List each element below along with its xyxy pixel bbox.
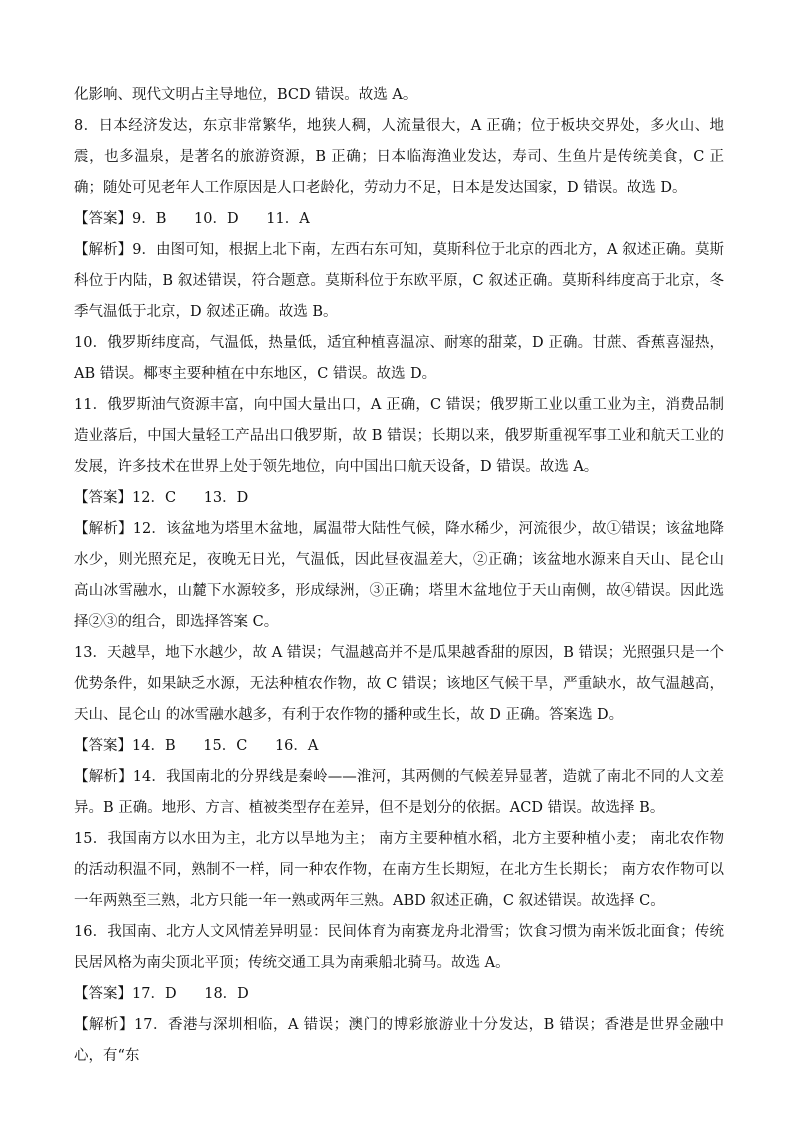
- explanation-q17: 【解析】17．香港与深圳相临，A 错误；澳门的博彩旅游业十分发达，B 错误；香港是世界金融中心，有“东: [74, 1017, 724, 1064]
- answer-explanation-body: [74, 80, 724, 1072]
- explanation-q14: 【解析】14．我国南北的分界线是秦岭——淮河，其两侧的气候差异显著，造就了南北不同的人文差异。B 正确。地形、方言、植被类型存在差异，但不是划分的依据。ACD 错误。故选择 B。: [74, 769, 724, 816]
- answer-key-17-18: 【答案】17．D 18．D: [74, 986, 249, 1002]
- answer-key-9-11: 【答案】9．B 10．D 11．A: [74, 211, 310, 227]
- answer-key-14-16: 【答案】14．B 15．C 16．A: [74, 738, 319, 754]
- explanation-q9: 【解析】9．由图可知，根据上北下南，左西右东可知，莫斯科位于北京的西北方，A 叙述正确。莫斯科位于内陆，B 叙述错误，符合题意。莫斯科位于东欧平原，C 叙述正确。莫斯科纬度高于北京，冬季气温低于北京，D 叙述正确。故选 B。: [74, 242, 724, 320]
- paragraph-continuation: 化影响、现代文明占主导地位，BCD 错误。故选 A。: [74, 87, 418, 103]
- explanation-q16: 16．我国南、北方人文风情差异明显：民间体育为南赛龙舟北滑雪；饮食习惯为南米饭北面食；传统民居风格为南尖顶北平顶；传统交通工具为南乘船北骑马。故选 A。: [74, 924, 724, 971]
- answer-key-12-13: 【答案】12．C 13．D: [74, 490, 249, 506]
- explanation-q13: 13．天越旱，地下水越少，故 A 错误；气温越高并不是瓜果越香甜的原因，B 错误；光照强只是一个优势条件，如果缺乏水源，无法种植农作物，故 C 错误；该地区气候干旱，严重缺水，故气温越高，天山、昆仑山 的冰雪融水越多，有利于农作物的播种或生长，故 D 正确。答案选 D。: [74, 645, 724, 723]
- explanation-q12: 【解析】12．该盆地为塔里木盆地，属温带大陆性气候，降水稀少，河流很少，故①错误；该盆地降水少，则光照充足，夜晚无日光，气温低，因此昼夜温差大，②正确；该盆地水源来自天山、昆仑山高山冰雪融水，山麓下水源较多，形成绿洲，③正确；塔里木盆地位于天山南侧，故④错误。因此选择②③的组合，即选择答案 C。: [74, 521, 724, 630]
- explanation-q8: 8．日本经济发达，东京非常繁华，地狭人稠，人流量很大，A 正确；位于板块交界处，多火山、地震，也多温泉，是著名的旅游资源，B 正确；日本临海渔业发达，寿司、生鱼片是传统美食，C 正确；随处可见老年人工作原因是人口老龄化，劳动力不足，日本是发达国家，D 错误。故选 D。: [74, 118, 724, 196]
- explanation-q11: 11．俄罗斯油气资源丰富，向中国大量出口，A 正确，C 错误；俄罗斯工业以重工业为主，消费品制造业落后，中国大量轻工产品出口俄罗斯，故 B 错误；长期以来，俄罗斯重视军事工业和航天工业的发展，许多技术在世界上处于领先地位，向中国出口航天设备，D 错误。故选 A。: [74, 397, 724, 475]
- explanation-q10: 10．俄罗斯纬度高，气温低，热量低，适宜种植喜温凉、耐寒的甜菜，D 正确。甘蔗、香蕉喜湿热，AB 错误。椰枣主要种植在中东地区，C 错误。故选 D。: [74, 335, 724, 382]
- explanation-q15: 15．我国南方以水田为主，北方以旱地为主； 南方主要种植水稻，北方主要种植小麦； 南北农作物的活动积温不同，熟制不一样，同一种农作物，在南方生长期短，在北方生长期长； 南方农作物可以一年两熟至三熟，北方只能一年一熟或两年三熟。ABD 叙述正确，C 叙述错误。故选择 C。: [74, 831, 724, 909]
